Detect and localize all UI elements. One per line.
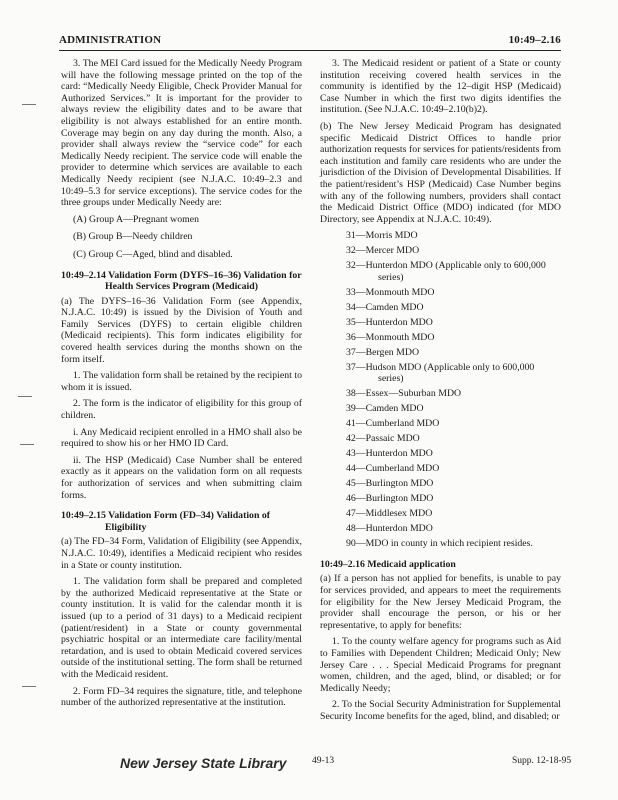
left-column — [61, 58, 302, 714]
list-item: 46—Burlington MDO — [346, 493, 434, 505]
paragraph: (b) The New Jersey Medicaid Program has designated specific Medicaid District Offices to handle prior authorization requests for services for patients/residents from each institution and family care residents who are under the jurisdiction of the Division of Developmental Disabilities. If the patient/resident’s HSP (Medicaid) Case Number begins with any of the following numbers, providers shall contact the Medicaid District Office (MDO) indicated (for MDO Directory, see Appendix at N.J.A.C. 10:49). — [320, 120, 561, 225]
list-item: 34—Camden MDO — [346, 301, 424, 313]
page-header — [59, 34, 561, 48]
list-item: 44—Cumberland MDO — [346, 463, 440, 475]
paragraph: 1. The validation form shall be retained by the recipient to whom it is issued. — [61, 370, 302, 393]
list-item: 41—Cumberland MDO — [346, 418, 440, 430]
supplement-date: Supp. 12-18-95 — [512, 756, 572, 766]
paragraph: 2. Form FD–34 requires the signature, title, and telephone number of the authorized representative at the institution. — [61, 685, 302, 709]
margin-mark — [20, 444, 34, 445]
page-number: 49-13 — [312, 756, 335, 766]
list-item: 38—Essex—Suburban MDO — [346, 388, 462, 400]
list-item: 45—Burlington MDO — [346, 478, 434, 490]
paragraph: 3. The Medicaid resident or patient of a State or county institution receiving covered health services in the community is identified by the 12–digit HSP (Medicaid) Case Number in which the first two digits identifies the institution. (See N.J.A.C. 10:49–2.10(b)2). — [320, 58, 561, 116]
list-item: 48—Hunterdon MDO — [346, 523, 433, 535]
margin-mark — [22, 686, 36, 687]
header-rule — [59, 50, 561, 51]
paragraph: i. Any Medicaid recipient enrolled in a HMO shall also be required to show his or her HMO ID Card. — [61, 426, 302, 450]
list-item: 42—Passaic MDO — [346, 433, 420, 445]
list-item: 90—MDO in county in which recipient resides. — [346, 538, 533, 550]
section-heading: 10:49–2.16 Medicaid application — [320, 558, 456, 570]
library-stamp: New Jersey State Library — [120, 755, 287, 771]
header-section-title: ADMINISTRATION — [59, 34, 162, 46]
list-item: 39—Camden MDO — [346, 403, 424, 415]
list-item: 32—Mercer MDO — [346, 245, 420, 257]
list-item: 32—Hunterdon MDO (Applicable only to 600,000 series) — [346, 260, 546, 283]
list-item: 37—Hudson MDO (Applicable only to 600,000 series) — [346, 361, 535, 385]
list-item: 33—Monmouth MDO — [346, 286, 435, 298]
paragraph: 1. To the county welfare agency for programs such as Aid to Families with Dependent Children; Medicaid Only; New Jersey Care . . . Special Medicaid Programs for pregnant women, children, and the aged, blind, or disabled; or for Medically Needy; — [320, 636, 561, 694]
list-item: (B) Group B—Needy children — [73, 231, 193, 243]
list-item: 47—Middlesex MDO — [346, 508, 433, 520]
paragraph: (a) The FD–34 Form, Validation of Eligibility (see Appendix, N.J.A.C. 10:49), identifies a Medicaid recipient who resides in a State or county institution. — [61, 536, 302, 571]
list-item: 37—Bergen MDO — [346, 346, 420, 358]
margin-mark — [22, 104, 36, 105]
list-item: (A) Group A—Pregnant women — [73, 213, 199, 225]
list-item: 36—Monmouth MDO — [346, 331, 435, 343]
section-heading: 10:49–2.15 Validation Form (FD–34) Validation of Eligibility — [61, 510, 271, 533]
mdo-list — [320, 230, 561, 549]
right-column — [320, 58, 561, 728]
section-heading: 10:49–2.14 Validation Form (DYFS–16–36) Validation for Health Services Program (Medicaid) — [61, 269, 302, 293]
paragraph: 3. The MEI Card issued for the Medically Needy Program will have the following message printed on the top of the card: “Medically Needy Eligible, Check Provider Manual for Authorized Services.” It is important for the provider to always review the eligibility dates and to be aware that eligibility is not always established for an entire month. Coverage may begin on any day during the month. Also, a provider shall always review the “service code” for each Medically Needy recipient. The service code will enable the provider to determine which services are available to each Medically Needy recipient (see N.J.A.C. 10:49–2.3 and 10:49–5.3 for service exceptions). The service codes for the three groups under Medically Needy are: — [61, 58, 302, 209]
list-item: (C) Group C—Aged, blind and disabled. — [73, 248, 233, 260]
paragraph: 2. The form is the indicator of eligibility for this group of children. — [61, 398, 302, 422]
list-item: 35—Hunterdon MDO — [346, 316, 433, 328]
list-item: 43—Hunterdon MDO — [346, 448, 433, 460]
list-item: 31—Morris MDO — [346, 230, 418, 242]
margin-mark — [18, 396, 32, 397]
header-section-number: 10:49–2.16 — [508, 34, 561, 46]
paragraph: (a) If a person has not applied for benefits, is unable to pay for services provided, and appears to meet the requirements for eligibility for the New Jersey Medicaid Program, the provider shall encourage the person, or his or her representative, to apply for benefits: — [320, 573, 561, 631]
paragraph: 1. The validation form shall be prepared and completed by the authorized Medicaid representative at the State or county institution. It is valid for the calendar month it is issued (up to a period of 31 days) to a Medicaid recipient (patient/resident) in a State or county governmental psychiatric hospital or an intermediate care facility/mental retardation, and is used to obtain Medicaid covered services outside of the institutional setting. The form shall be returned with the Medicaid resident. — [61, 576, 302, 680]
paragraph: 2. To the Social Security Administration for Supplemental Security Income benefits for the aged, blind, and disabled; or — [320, 699, 561, 722]
paragraph: (a) The DYFS–16–36 Validation Form (see Appendix, N.J.A.C. 10:49) is issued by the Division of Youth and Family Services (DYFS) to certain eligible children (Medicaid recipients). This form indicates eligibility for covered health services during the months shown on the form itself. — [61, 295, 302, 365]
paragraph: ii. The HSP (Medicaid) Case Number shall be entered exactly as it appears on the validation form on all requests for authorization of services and when submitting claim forms. — [61, 454, 302, 501]
